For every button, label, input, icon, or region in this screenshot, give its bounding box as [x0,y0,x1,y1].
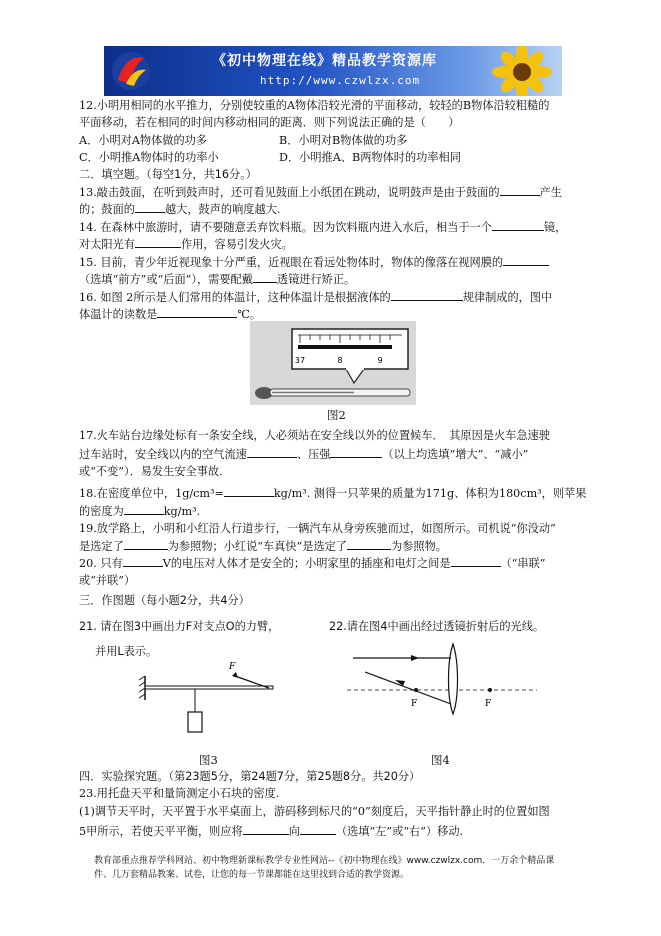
q15-blank-2[interactable] [253,272,277,283]
q18-text-c: 的密度为 [79,505,124,518]
banner-url: http://www.czwlzx.com [260,74,421,87]
q20-line1 [79,556,546,571]
q17-blank-1[interactable] [247,447,297,458]
q19-blank-1[interactable] [124,539,168,550]
thermo-tick-1: 37 [294,356,306,365]
q20-text-c: （“串联” [500,557,546,570]
q16-text-d: ℃。 [237,308,262,321]
footer-line2: 件、几万套精品教案、试卷，让您的每一节课都能在这里找到合适的教学资源。 [94,870,410,880]
thermometer-figure [250,321,416,405]
q17-text-a: 过车站时，安全线以内的空气流速 [79,448,247,461]
q12-option-b: B．小明对B物体做的功多 [279,134,408,147]
q23-text-b: 向 [288,825,300,838]
figure-3-caption: 图3 [199,753,218,767]
q23-blank-1[interactable] [243,824,289,835]
q20-text-a: 20. 只有 [79,557,123,570]
q17-blank-2[interactable] [330,447,382,458]
q23-line1: 23.用托盘天平和量筒测定小石块的密度. [79,787,280,800]
q21-line2: 并用L表示。 [95,645,158,658]
sunflower-icon [482,46,558,96]
q17-line1: 17.火车站台边缘处标有一条安全线，人必须站在安全线以外的位置候车． 其原因是火车急速驶 [79,429,550,442]
q18-blank-1[interactable] [224,486,274,497]
force-label: F [229,662,236,672]
q19-line2 [79,539,447,554]
header-banner [104,46,562,96]
q15-line2 [79,272,355,287]
lens-figure [345,640,540,718]
q22-line1: 22.请在图4中画出经过透镜折射后的光线。 [329,620,545,633]
q13-text-d: 越大，鼓声的响度越大. [164,203,281,216]
q19-text-b: 为参照物；小红说“车真快”是选定了 [167,540,348,553]
q20-blank-1[interactable] [123,556,163,567]
q23-text-c: （选填“左”或“右”）移动. [335,825,464,838]
section-4-heading: 四．实验探究题。（第23题5分，第24题7分，第25题8分。共20分） [79,770,421,783]
q17-text-c: （以上均选填“增大”、“减小” [382,448,529,461]
q20-text-b: V的电压对人体才是安全的；小明家里的插座和电灯之间是 [162,557,451,570]
q14-text-a: 14. 在森林中旅游时，请不要随意丢弃饮料瓶。因为饮料瓶内进入水后，相当于一个 [79,221,492,234]
q23-line2: (1)调节天平时，天平置于水平桌面上，游码移到标尺的“0”刻度后，天平指针静止时的位置如图 [79,805,550,818]
q15-text-c: 透镜进行矫正。 [276,273,356,286]
footer-line1: 教育部重点推荐学科网站、初中物理新课标教学专业性网站--《初中物理在线》www.czwlzx.com．一万余个精品课 [94,856,555,866]
q23-text-a: 5甲所示，若使天平平衡，则应将 [79,825,243,838]
q13-text-a: 13.敲击鼓面，在听到鼓声时，还可看见鼓面上小纸团在跳动，说明鼓声是由于鼓面的 [79,186,500,199]
q16-text-b: 规律制成的，图中 [462,291,553,304]
q18-text-d: kg/m³. [163,505,201,518]
q19-text-a: 是选定了 [79,540,124,553]
q18-text-a: 18.在密度单位中，1g/cm³= [79,487,224,500]
q20-blank-2[interactable] [451,556,501,567]
q13-line2 [79,202,280,217]
q14-blank-1[interactable] [492,220,544,231]
q16-blank-2[interactable] [157,307,237,318]
q15-blank-1[interactable] [503,255,549,266]
q13-blank-2[interactable] [135,202,165,213]
q18-text-b: kg/m³. 测得一只苹果的质量为171g、体积为180cm³，则苹果 [273,487,587,500]
q19-blank-2[interactable] [347,539,391,550]
q12-option-c: C．小明推A物体时的功率小 [79,151,219,164]
q16-line2 [79,307,261,322]
section-2-heading: 二．填空题。（每空1分，共16分。） [79,168,257,181]
q20-line2: 或“并联”） [79,574,136,587]
q21-line1: 21. 请在图3中画出力F对支点O的力臂， [79,620,280,633]
q13-text-c: 的；鼓面的 [79,203,135,216]
section-3-heading: 三．作图题（每小题2分，共4分） [79,594,250,607]
focus-left-label: F [411,699,418,709]
q19-line1: 19.放学路上，小明和小红沿人行道步行，一辆汽车从身旁疾驰而过，如图所示。司机说“你没动” [79,522,556,535]
q12-option-d: D．小明推A、B两物体时的功率相同 [279,151,461,164]
q16-blank-1[interactable] [391,290,463,301]
q18-blank-2[interactable] [124,504,164,515]
q15-line1 [79,255,549,270]
q18-line2 [79,504,200,519]
lever-figure [137,658,282,740]
thermo-tick-2: 8 [337,356,343,365]
focus-right-label: F [485,699,492,709]
q13-text-b: 产生 [539,186,562,199]
site-logo-icon [110,50,152,92]
q16-text-a: 16. 如图 2所示是人们常用的体温计，这种体温计是根据液体的 [79,291,391,304]
q14-blank-2[interactable] [135,237,181,248]
q15-text-b: （选填“前方”或“后面”），需要配戴 [79,273,253,286]
q14-text-b: 镜， [543,221,567,234]
q15-text-a: 15. 目前，青少年近视现象十分严重，近视眼在看远处物体时，物体的像落在视网膜的 [79,256,504,269]
q12-option-a: A．小明对A物体做的功多 [79,134,208,147]
q17-line2 [79,447,528,462]
q17-line3: 或“不变”）．易发生安全事故. [79,465,223,478]
figure-4-caption: 图4 [431,753,450,767]
q16-text-c: 体温计的读数是 [79,308,158,321]
q14-line2 [79,237,293,252]
q23-blank-2[interactable] [300,824,336,835]
thermo-tick-3: 9 [377,356,383,365]
q14-text-d: 作用，容易引发火灾。 [180,238,293,251]
q12-stem-line2: 平面移动，若在相同的时间内移动相同的距离．则下列说法正确的是（ ） [79,116,460,129]
q17-text-b: 、压强 [296,448,331,461]
q16-line1 [79,290,552,305]
q23-line3 [79,824,463,839]
q14-line1 [79,220,566,235]
q13-blank-1[interactable] [500,185,540,196]
figure-2-caption: 图2 [327,408,346,422]
q13-line1 [79,185,562,200]
banner-title: 《初中物理在线》精品教学资源库 [212,53,437,69]
q14-text-c: 对太阳光有 [79,238,135,251]
q12-stem-line1: 12.小明用相同的水平推力，分别使较重的A物体沿较光滑的平面移动，较轻的B物体沿较粗糙的 [79,99,550,112]
q18-line1 [79,486,586,501]
q19-text-c: 为参照物。 [391,540,447,553]
